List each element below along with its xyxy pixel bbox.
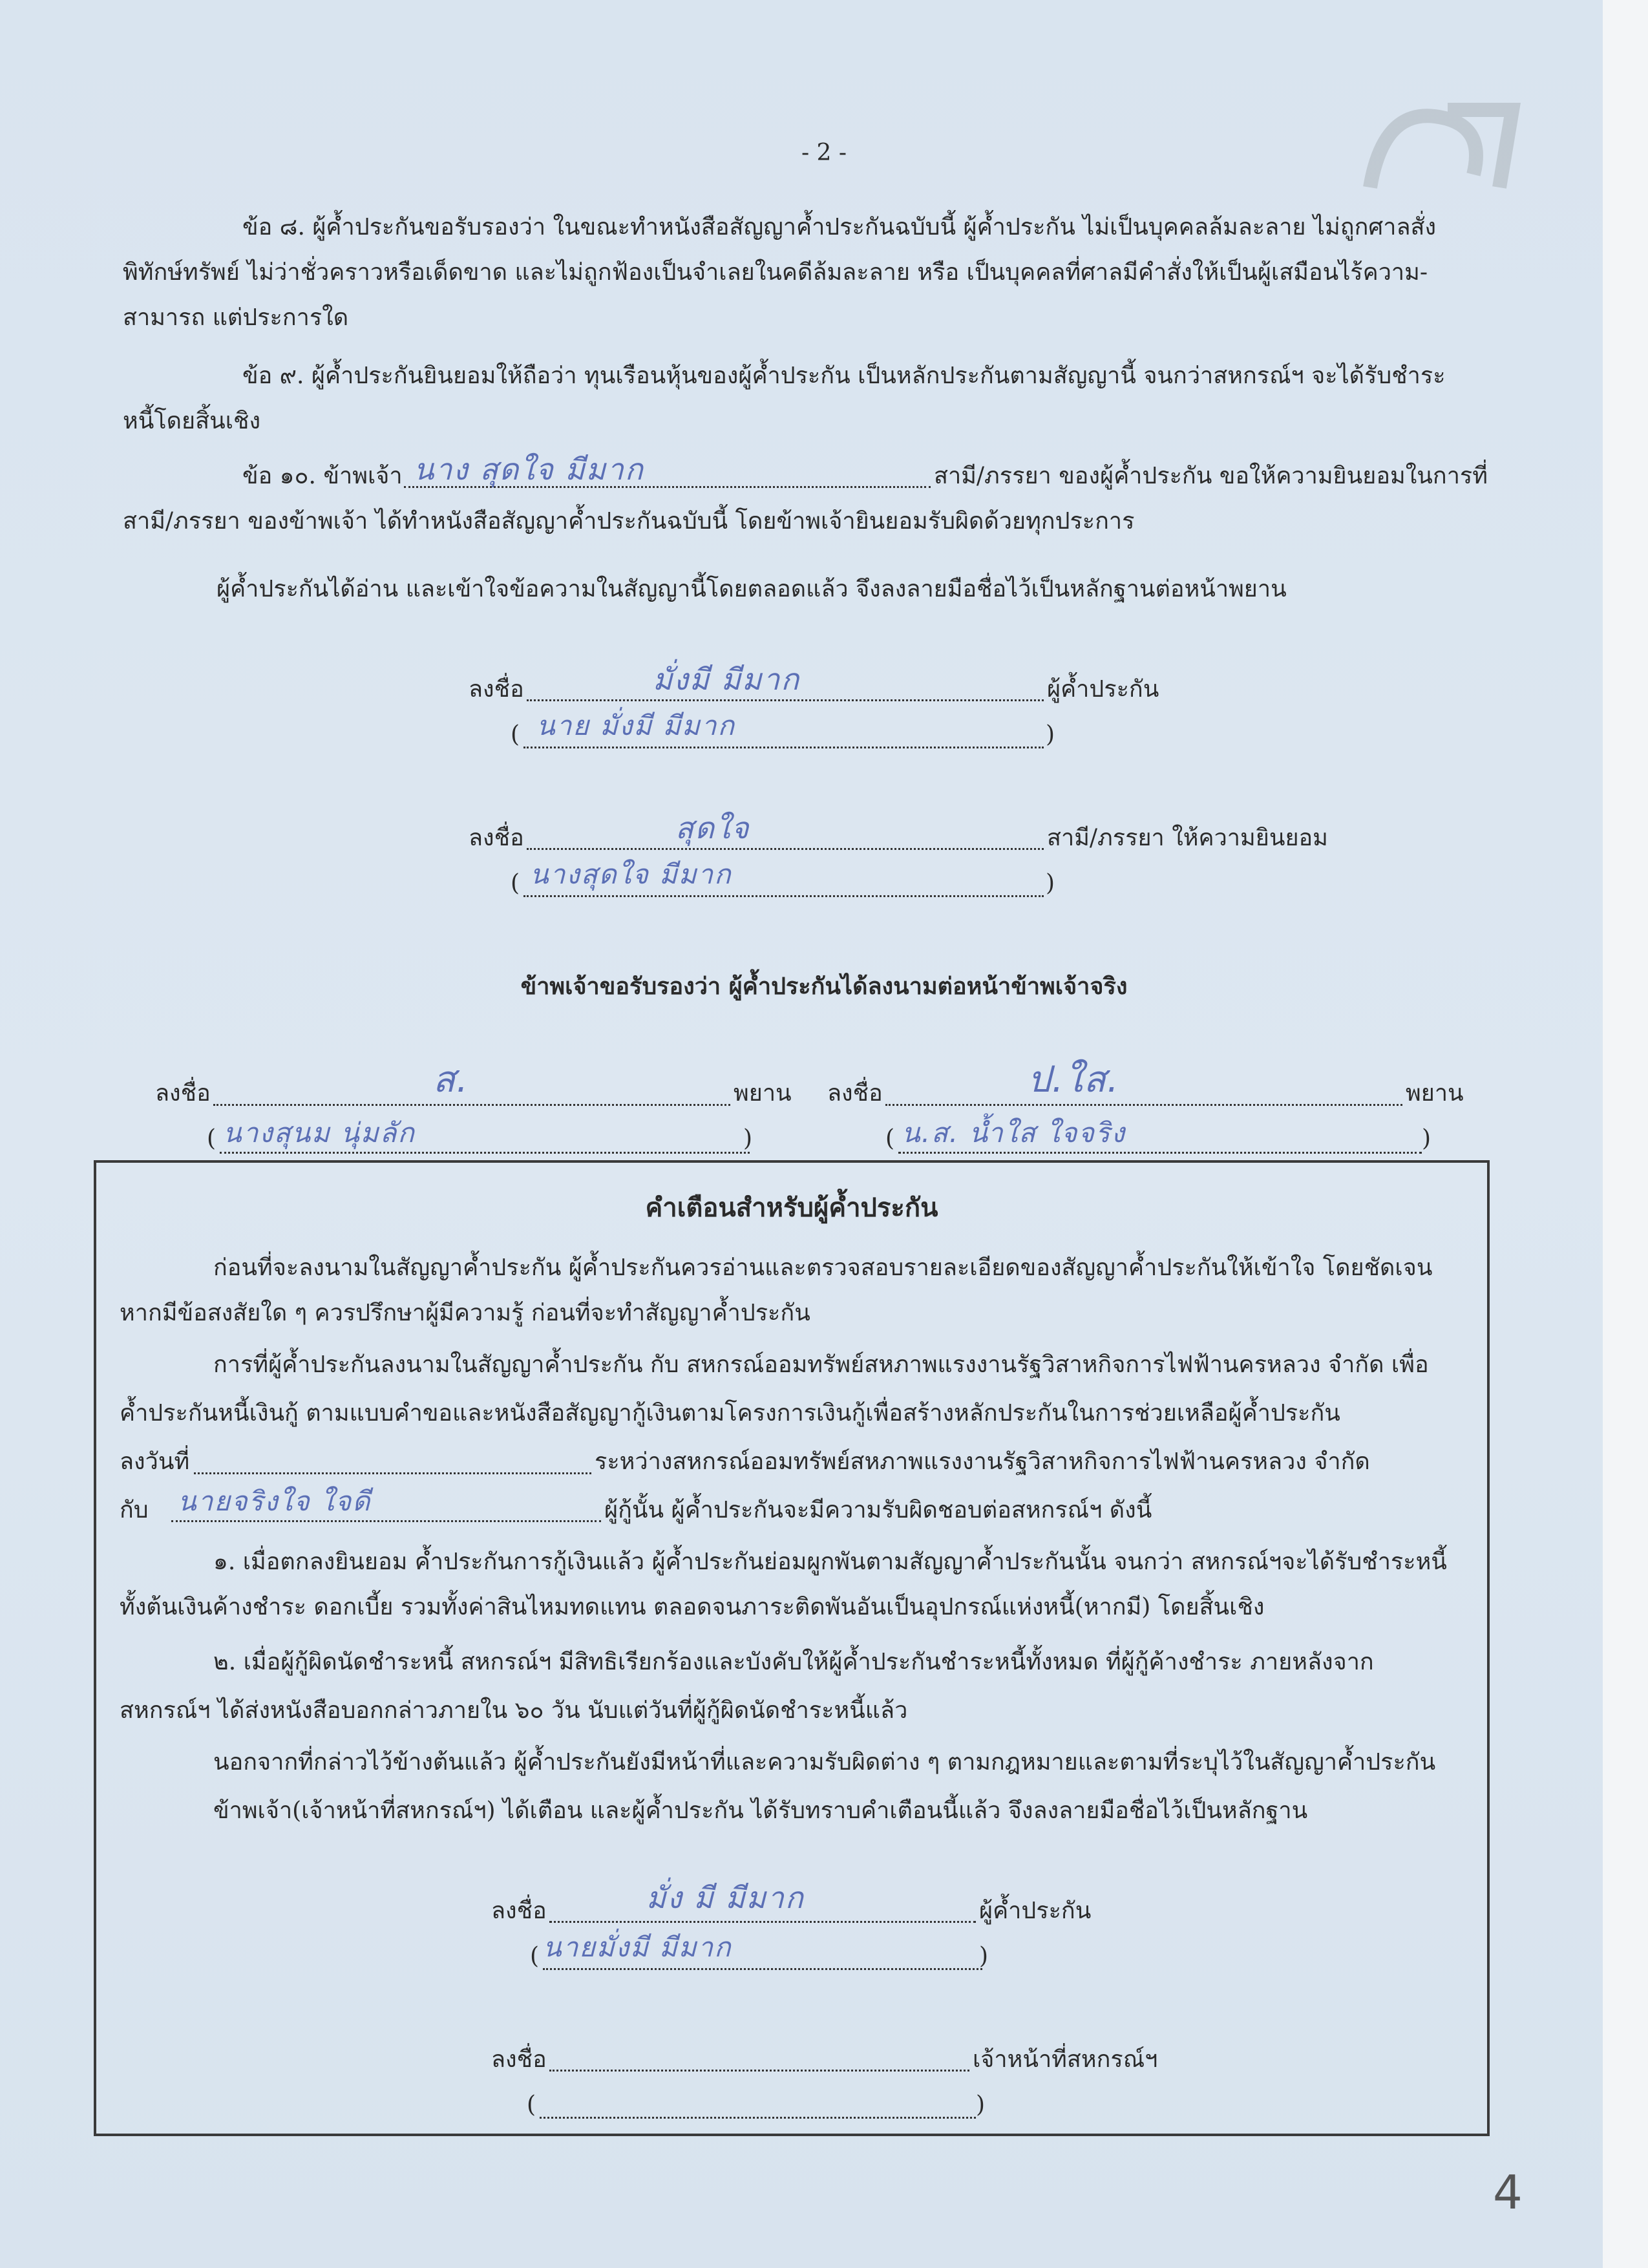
open-paren: ( [885, 1125, 895, 1152]
logo-watermark [1357, 97, 1525, 200]
acknowledgement-text: ผู้ค้ำประกันได้อ่าน และเข้าใจข้อความในสัญญานี้โดยตลอดแล้ว จึงลงลายมือชื่อไว้เป็นหลักฐานต่อหน้าพยาน [217, 576, 1287, 602]
witness1-signature-line [213, 1104, 730, 1106]
clause9-line2: หนี้โดยสิ้นเชิง [123, 408, 261, 434]
signature-line [527, 848, 1044, 850]
warning-p3-line2: ข้าพเจ้า(เจ้าหน้าที่สหกรณ์ฯ) ได้เตือน และผู้ค้ำประกัน ได้รับทราบคำเตือนนี้แล้ว จึงลงลายมือชื่อไว้เป็นหลักฐาน [213, 1797, 1308, 1824]
close-paren: ) [1046, 721, 1055, 748]
warning-item1-line2: ทั้งต้นเงินค้างชำระ ดอกเบี้ย รวมทั้งค่าสินไหมทดแทน ตลอดจนภาระติดพันอันเป็นอุปกรณ์แห่งหนี้(หากมี) โดยสิ้นเชิง [120, 1594, 1265, 1620]
clause10-line2: สามี/ภรรยา ของข้าพเจ้า ได้ทำหนังสือสัญญาค้ำประกันฉบับนี้ โดยข้าพเจ้ายินยอมรับผิดด้วยทุกประการ [123, 508, 1135, 535]
guarantor-signature: มั่งมี มีมาก [653, 662, 801, 697]
warning-p2-line1: การที่ผู้ค้ำประกันลงนามในสัญญาค้ำประกัน กับ สหกรณ์ออมทรัพย์สหภาพแรงงานรัฐวิสาหกิจการไฟฟ้านครหลวง จำกัด เพื่อ [213, 1351, 1429, 1378]
borrower-handwriting: นายจริงใจ ใจดี [178, 1485, 372, 1517]
sign-label: ลงชื่อ [155, 1080, 211, 1107]
warning-p1-line1: ก่อนที่จะลงนามในสัญญาค้ำประกัน ผู้ค้ำประกันควรอ่านและตรวจสอบรายละเอียดของสัญญาค้ำประกันให้เข้าใจ โดยชัดเจน [213, 1255, 1433, 1281]
close-paren: ) [979, 1943, 989, 1969]
open-paren: ( [511, 870, 520, 896]
witness2-role: พยาน [1406, 1080, 1464, 1107]
certification-text: ข้าพเจ้าขอรับรองว่า ผู้ค้ำประกันได้ลงนามต่อหน้าข้าพเจ้าจริง [520, 973, 1128, 1000]
clause9-line1: ข้อ ๙. ผู้ค้ำประกันยินยอมให้ถือว่า ทุนเรือนหุ้นของผู้ค้ำประกัน เป็นหลักประกันตามสัญญานี้ จนกว่าสหกรณ์ฯ จะได้รับชำระ [242, 363, 1446, 389]
sign-label: ลงชื่อ [827, 1080, 883, 1107]
clause8-line3: สามารถ แต่ประการใด [123, 304, 349, 331]
clause10-prefix: ข้อ ๑๐. ข้าพเจ้า [242, 463, 403, 489]
clause8-line1: ข้อ ๘. ผู้ค้ำประกันขอรับรองว่า ในขณะทำหนังสือสัญญาค้ำประกันฉบับนี้ ผู้ค้ำประกัน ไม่เป็นบุคคลล้มละลาย ไม่ถูกศาลสั่ง [242, 214, 1437, 240]
open-paren: ( [207, 1125, 217, 1152]
close-paren: ) [1046, 870, 1055, 896]
spouse-role: สามี/ภรรยา ให้ความยินยอม [1047, 825, 1328, 851]
warning-title: คำเตือนสำหรับผู้ค้ำประกัน [645, 1192, 938, 1223]
open-paren: ( [527, 2092, 536, 2118]
close-paren: ) [976, 2092, 986, 2118]
close-paren: ) [1422, 1125, 1431, 1152]
clause8-line2: พิทักษ์ทรัพย์ ไม่ว่าชั่วคราวหรือเด็ดขาด และไม่ถูกฟ้องเป็นจำเลยในคดีล้มละลาย หรือ เป็นบุคคลที่ศาลมีคำสั่งให้เป็นผู้เสมือนไร้ความ- [123, 259, 1428, 286]
witness1-signature: ส. [433, 1059, 469, 1101]
spouse-printed-name: นางสุดใจ มีมาก [530, 858, 732, 890]
spouse-signature: สุดใจ [675, 811, 750, 845]
witness2-signature-line [885, 1104, 1402, 1106]
page-number: - 2 - [801, 140, 847, 166]
warning-guarantor-printed-name: นายมั่งมี มีมาก [543, 1931, 732, 1963]
open-paren: ( [511, 721, 520, 748]
guarantor-role: ผู้ค้ำประกัน [1047, 676, 1159, 703]
clause10-suffix: สามี/ภรรยา ของผู้ค้ำประกัน ขอให้ความยินยอมในการที่ [934, 463, 1488, 489]
witness2-signature: ป.ใส. [1028, 1059, 1120, 1101]
officer-role: เจ้าหน้าที่สหกรณ์ฯ [973, 2046, 1158, 2073]
witness1-role: พยาน [734, 1080, 792, 1107]
clause10-spouse-handwriting: นาง สุดใจ มีมาก [414, 452, 644, 487]
date-blank [194, 1472, 591, 1474]
close-paren: ) [743, 1125, 753, 1152]
warning-p2-with-label: กับ [120, 1497, 149, 1523]
scan-edge [1603, 0, 1648, 2268]
witness1-printed-name: นางสุนม นุ่มลัก [223, 1117, 416, 1149]
sign-label: ลงชื่อ [491, 1898, 547, 1924]
warning-item1-line1: ๑. เมื่อตกลงยินยอม ค้ำประกันการกู้เงินแล้ว ผู้ค้ำประกันย่อมผูกพันตามสัญญาค้ำประกันนั้น จนกว่า สหกรณ์ฯจะได้รับชำระหนี้ [213, 1549, 1447, 1575]
sign-label: ลงชื่อ [469, 825, 524, 851]
warning-p2-date-label: ลงวันที่ [120, 1448, 190, 1475]
warning-guarantor-signature: มั่ง มี มีมาก [646, 1880, 805, 1915]
warning-guarantor-role: ผู้ค้ำประกัน [979, 1898, 1092, 1924]
warning-p2-line4: ผู้กู้นั้น ผู้ค้ำประกันจะมีความรับผิดชอบต่อสหกรณ์ฯ ดังนี้ [604, 1497, 1152, 1523]
warning-p3-line1: นอกจากที่กล่าวไว้ข้างต้นแล้ว ผู้ค้ำประกันยังมีหน้าที่และความรับผิดต่าง ๆ ตามกฎหมายและตามที่ระบุไว้ในสัญญาค้ำประกัน [213, 1749, 1436, 1775]
warning-p2-line2: ค้ำประกันหนี้เงินกู้ ตามแบบคำขอและหนังสือสัญญากู้เงินตามโครงการเงินกู้เพื่อสร้างหลักประกันในการช่วยเหลือผู้ค้ำประกัน [120, 1400, 1340, 1426]
sign-label: ลงชื่อ [469, 676, 524, 703]
warning-item2-line1: ๒. เมื่อผู้กู้ผิดนัดชำระหนี้ สหกรณ์ฯ มีสิทธิเรียกร้องและบังคับให้ผู้ค้ำประกันชำระหนี้ทั้งหมด ที่ผู้กู้ค้างชำระ ภายหลังจาก [213, 1649, 1374, 1675]
officer-name-line [540, 2117, 976, 2119]
sign-label: ลงชื่อ [491, 2046, 547, 2073]
warning-item2-line2: สหกรณ์ฯ ได้ส่งหนังสือบอกกล่าวภายใน ๖๐ วัน นับแต่วันที่ผู้กู้ผิดนัดชำระหนี้แล้ว [120, 1697, 908, 1724]
guarantor-printed-name: นาย มั่งมี มีมาก [536, 710, 735, 741]
warning-p1-line2: หากมีข้อสงสัยใด ๆ ควรปรึกษาผู้มีความรู้ ก่อนที่จะทำสัญญาค้ำประกัน [120, 1300, 810, 1326]
warning-p2-line3: ระหว่างสหกรณ์ออมทรัพย์สหภาพแรงงานรัฐวิสาหกิจการไฟฟ้านครหลวง จำกัด [595, 1448, 1370, 1475]
open-paren: ( [530, 1943, 540, 1969]
page-corner-mark: 4 [1493, 2165, 1523, 2220]
witness2-printed-name: น.ส. น้ำใส ใจจริง [902, 1117, 1126, 1149]
officer-signature-line [549, 2070, 969, 2072]
